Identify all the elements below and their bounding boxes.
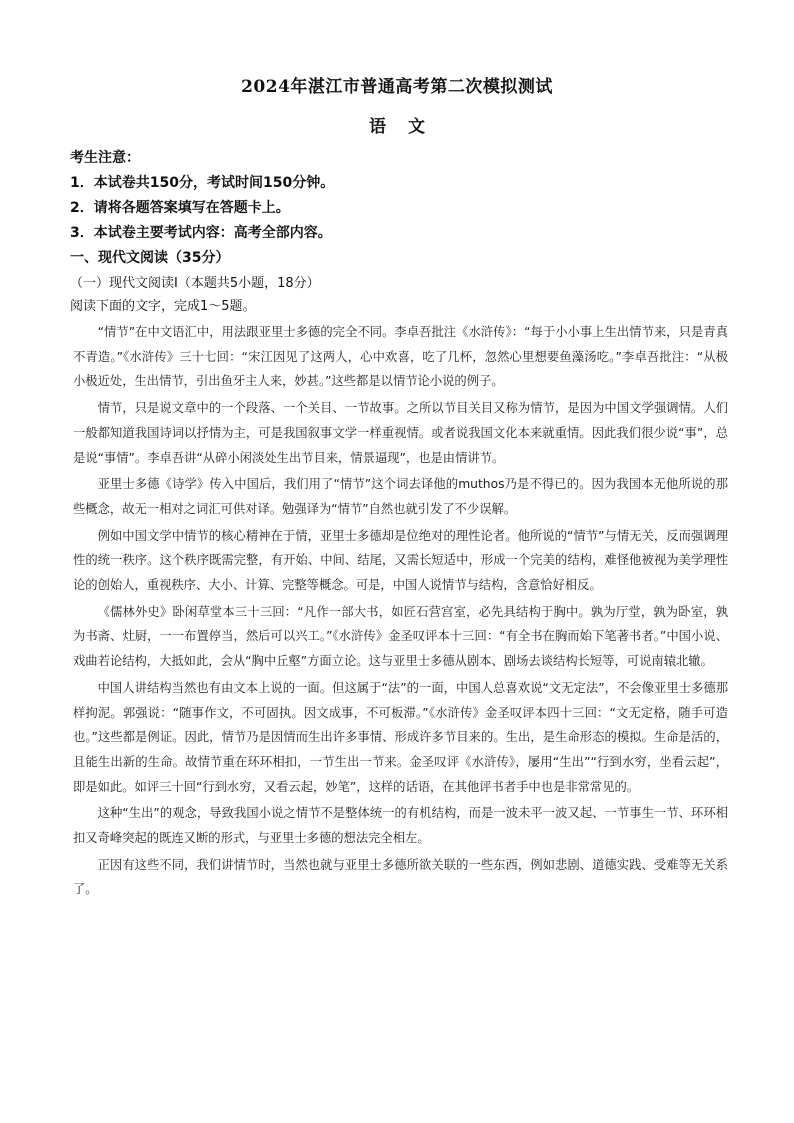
passage-paragraph: 中国人讲结构当然也有由文本上说的一面。但这属于“法”的一面，中国人总喜欢说“文无定法”，不会像亚里士多德那样拘泥。郭强说：“随事作文，不可固执。因文成事，不可板滞。”《水浒传》金圣叹评本四十三回：“文无定格，随手可造也。”这些都是例证。因此，情节乃是因情而生出许多事情、形成许多节目来的。生出，是生命形态的模拟。生命是活的，且能生出新的生命。故情节重在环环相扣，一节生出一节来。金圣叹评《水浒传》，屡用“生出”“行到水穷，坐看云起”，即是如此。如评三十回“行到水穷，又看云起，妙笔”，这样的话语，在其他评书者手中也是非常常见的。 <box>73 680 728 794</box>
exam-notes <box>70 146 730 271</box>
section-heading: 一、现代文阅读（35分） <box>70 250 230 266</box>
note-item: 2．请将各题答案填写在答题卡上。 <box>70 200 290 216</box>
note-item: 3．本试卷主要考试内容：高考全部内容。 <box>70 225 332 241</box>
note-item: 1．本试卷共150分，考试时间150分钟。 <box>70 175 335 191</box>
passage-paragraph: 亚里士多德《诗学》传入中国后，我们用了“情节”这个词去译他的muthos乃是不得已的。因为我国本无他所说的那些概念，故无一相对之词汇可供对译。勉强译为“情节”自然也就引发了不少误解。 <box>73 477 728 516</box>
notes-heading: 考生注意： <box>70 150 140 166</box>
passage-paragraph: 正因有这些不同，我们讲情节时，当然也就与亚里士多德所欲关联的一些东西，例如悲剧、道德实践、受难等无关系了。 <box>73 857 728 897</box>
subject-heading: 语文 <box>369 117 447 137</box>
passage-paragraph: 这种“生出”的观念，导致我国小说之情节不是整体统一的有机结构，而是一波未平一波又起、一节事生一节、环环相扣又奇峰突起的既连又断的形式，与亚里士多德的想法完全相左。 <box>73 806 728 846</box>
passage-paragraph: 例如中国文学中情节的核心精神在于情，亚里士多德却是位绝对的理性论者。他所说的“情节”与情无关，反而强调理性的统一秩序。这个秩序既需完整，有开始、中间、结尾，又需长短适中，形成一个完美的结构，难怪他被视为美学理性论的创始人，重视秩序、大小、计算、完整等概念。可是，中国人说情节与结构，含意恰好相反。 <box>73 528 728 593</box>
passage-paragraph: 情节，只是说文章中的一个段落、一个关目、一节故事。之所以节目关目又称为情节，是因为中国文学强调情。人们一般都知道我国诗词以抒情为主，可是我国叙事文学一样重视情。或者说我国文化本来就重情。因此我们很少说“事”，总是说“事情”。李卓吾讲“从碎小闲淡处生出节目来，情景逼现”，也是由情讲节。 <box>73 401 728 465</box>
passage-paragraph: 《儒林外史》卧闲草堂本三十三回：“凡作一部大书，如匠石营宫室，必先具结构于胸中。孰为厅堂，孰为卧室，孰为书斋、灶厨，一一布置停当，然后可以兴工。”《水浒传》金圣叹评本十三回：“有全书在胸而始下笔著书者。”中国小说、戏曲若论结构，大抵如此，会从“胸中丘壑”方面立论。这与亚里士多德从剧本、剧场去谈结构长短等，可说南辕北辙。 <box>73 604 728 669</box>
exam-title: 2024年湛江市普通高考第二次模拟测试 <box>241 77 553 97</box>
subsection-label: （一）现代文阅读Ⅰ（本题共5小题，18分） <box>70 276 320 291</box>
passage-paragraph: “情节”在中文语汇中，用法跟亚里士多德的完全不同。李卓吾批注《水浒传》：“每于小小事上生出情节来，只是青真不青造。”《水浒传》三十七回：“宋江因见了这两人，心中欢喜，吃了几杯，忽然心里想要鱼藻汤吃。”李卓吾批注：“从极小极近处，生出情节，引出鱼牙主人来，妙甚。”这些都是以情节论小说的例子。 <box>73 325 728 389</box>
reading-instruction: 阅读下面的文字，完成1～5题。 <box>70 299 256 314</box>
reading-header <box>70 272 730 318</box>
reading-passage <box>73 320 728 904</box>
